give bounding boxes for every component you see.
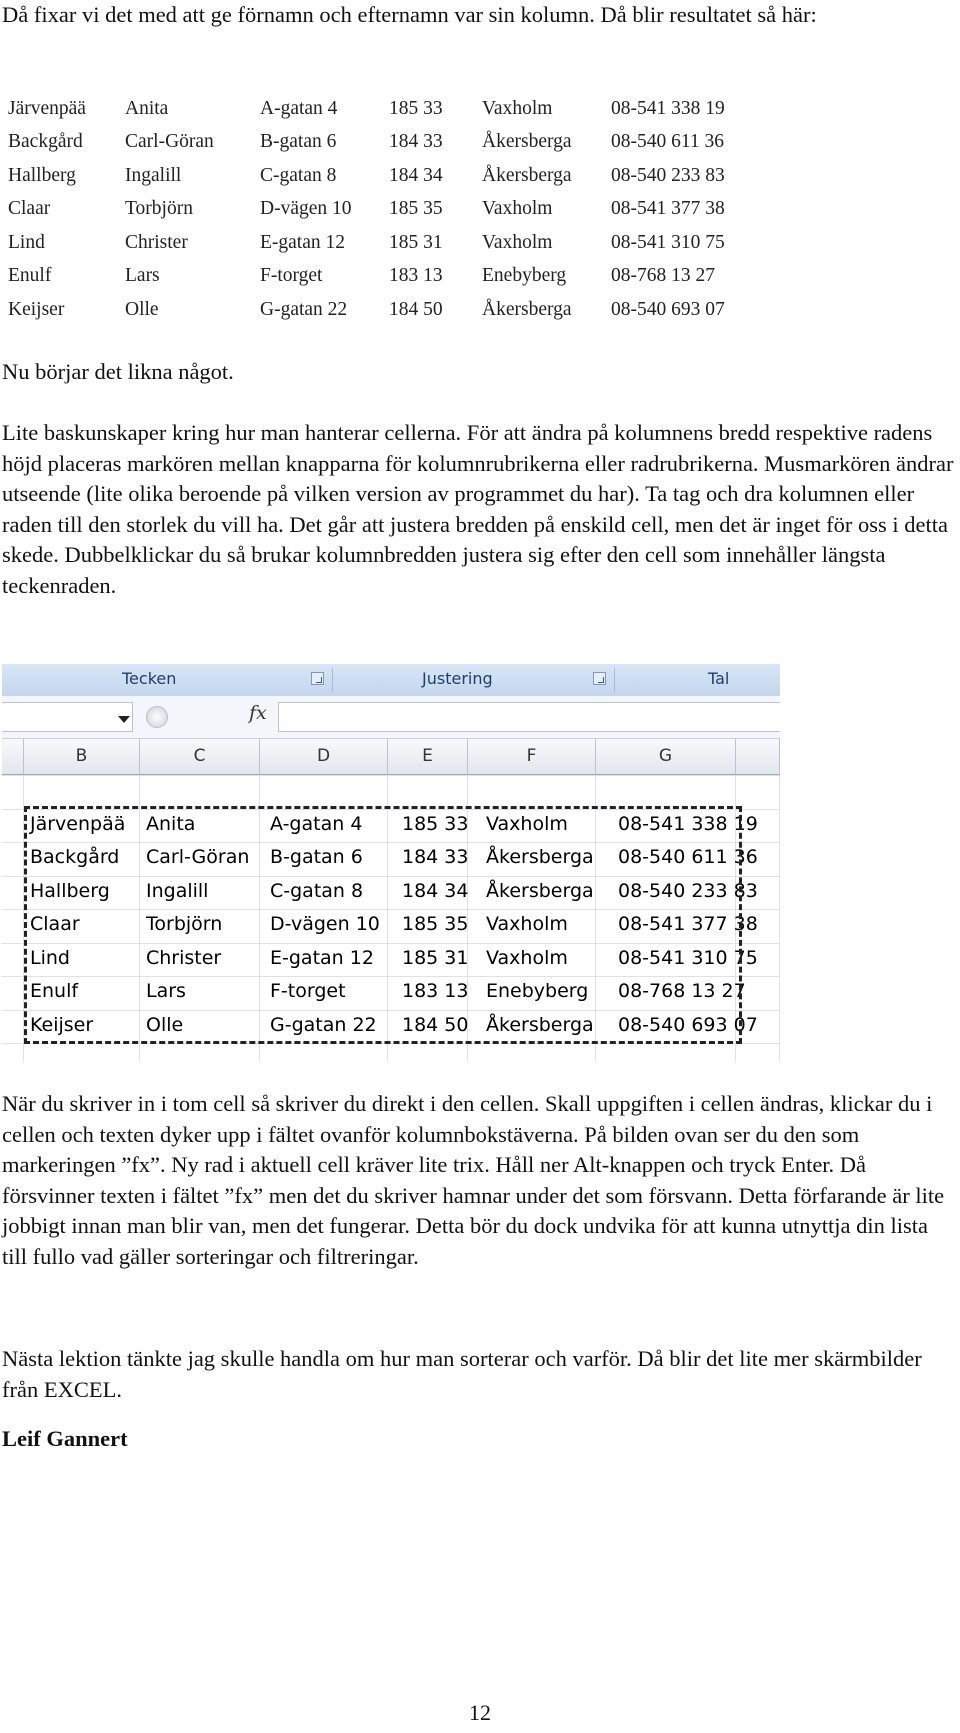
table-row	[8, 92, 751, 126]
table-cell: Vaxholm	[482, 231, 553, 253]
column-header-blank[interactable]	[736, 739, 780, 774]
cells-paragraph: Lite baskunskaper kring hur man hanterar cellerna. För att ändra på kolumnens bredd respektive radens höjd placeras markören mellan knapparna för kolumnrubrikerna eller radrubrikerna. Musmarkören ändrar utseende (lite olika beroende på vilken version av programmet du har). Ta tag och dra kolumnen eller raden till den storlek du vill ha. Det går att justera bredden på enskild cell, men det är inget för oss i detta skede. Dubbelklickar du så brukar kolumnbredden justera sig efter den cell som innehåller längsta teckenraden.	[2, 420, 954, 598]
excel-cell[interactable]: 08-541 310 75	[618, 946, 758, 969]
excel-cell[interactable]: Vaxholm	[486, 812, 568, 835]
name-box[interactable]	[2, 702, 133, 732]
table-cell: Åkersberga	[482, 164, 572, 186]
table-cell: 185 31	[389, 231, 443, 253]
intro-paragraph: Då fixar vi det med att ge förnamn och efternamn var sin kolumn. Då blir resultatet så här:	[2, 2, 817, 27]
excel-cell[interactable]: Anita	[146, 812, 196, 835]
excel-cell[interactable]: Åkersberga	[486, 1013, 594, 1036]
excel-cell[interactable]: Hallberg	[30, 879, 110, 902]
grid-line	[2, 775, 780, 776]
ribbon-separator	[614, 668, 615, 692]
excel-cell[interactable]: Olle	[146, 1013, 184, 1036]
table-cell: Åkersberga	[482, 131, 572, 153]
formula-bar	[2, 696, 780, 739]
table-cell: Lind	[8, 231, 45, 253]
excel-cell[interactable]: 185 33	[402, 812, 469, 835]
excel-cell[interactable]: 184 50	[402, 1013, 469, 1036]
table-cell: 184 33	[389, 131, 443, 153]
excel-cell[interactable]: Vaxholm	[486, 946, 568, 969]
chevron-down-icon[interactable]	[118, 716, 130, 723]
excel-cell[interactable]: A-gatan 4	[270, 812, 363, 835]
ribbon-separator	[332, 668, 333, 692]
excel-cell[interactable]: Åkersberga	[486, 879, 594, 902]
dialog-launcher-icon[interactable]	[311, 672, 324, 685]
column-header-e[interactable]: E	[388, 739, 468, 774]
excel-cell[interactable]: 185 31	[402, 946, 469, 969]
dialog-launcher-icon[interactable]	[593, 672, 606, 685]
address-table	[8, 92, 751, 327]
excel-cell[interactable]: E-gatan 12	[270, 946, 374, 969]
excel-cell[interactable]: 08-540 233 83	[618, 879, 758, 902]
excel-cell[interactable]: Vaxholm	[486, 913, 568, 936]
insert-function-icon[interactable]: fx	[249, 702, 267, 724]
table-cell: Åkersberga	[482, 298, 572, 320]
excel-cell[interactable]: Åkersberga	[486, 846, 594, 869]
table-row	[8, 226, 751, 260]
column-header-d[interactable]: D	[260, 739, 388, 774]
table-cell: Claar	[8, 198, 51, 220]
after-table-text: Nu börjar det likna något.	[2, 359, 234, 384]
excel-cell[interactable]: Enebyberg	[486, 980, 589, 1003]
column-header-b[interactable]: B	[24, 739, 140, 774]
grid-line	[779, 775, 780, 1062]
excel-cell[interactable]: F-torget	[270, 980, 346, 1003]
ribbon-group-tecken: Tecken	[122, 669, 177, 688]
table-cell: C-gatan 8	[260, 164, 337, 186]
table-cell: Christer	[125, 231, 188, 253]
table-cell: Anita	[125, 97, 169, 119]
excel-cell[interactable]: D-vägen 10	[270, 913, 380, 936]
table-cell: Järvenpää	[8, 97, 86, 119]
formula-input[interactable]	[278, 702, 780, 732]
table-cell: Vaxholm	[482, 97, 553, 119]
column-headers	[2, 739, 780, 775]
excel-cell[interactable]: 185 35	[402, 913, 469, 936]
excel-screenshot	[2, 664, 780, 1062]
excel-cell[interactable]: Christer	[146, 946, 222, 969]
table-cell: 185 33	[389, 97, 443, 119]
table-cell: Hallberg	[8, 164, 76, 186]
table-cell: Vaxholm	[482, 198, 553, 220]
table-row	[8, 293, 751, 327]
excel-cell[interactable]: Järvenpää	[30, 812, 126, 835]
resize-grip-icon[interactable]	[146, 706, 168, 728]
excel-cell[interactable]: Backgård	[30, 846, 120, 869]
excel-cell[interactable]: 08-541 377 38	[618, 913, 758, 936]
excel-cell[interactable]: Lind	[30, 946, 70, 969]
table-cell: 08-540 233 83	[611, 164, 725, 186]
table-row	[8, 126, 751, 160]
table-cell: Enulf	[8, 265, 52, 287]
excel-cell[interactable]: Lars	[146, 980, 186, 1003]
excel-cell[interactable]: 08-541 338 19	[618, 812, 758, 835]
table-cell: 08-541 338 19	[611, 97, 725, 119]
ribbon-group-tal: Tal	[708, 669, 730, 688]
table-row	[8, 260, 751, 294]
table-cell: Ingalill	[125, 164, 182, 186]
table-cell: 184 34	[389, 164, 443, 186]
table-cell: F-torget	[260, 265, 323, 287]
author-signature: Leif Gannert	[2, 1426, 128, 1451]
copy-marquee	[24, 806, 742, 1044]
column-header-f[interactable]: F	[468, 739, 596, 774]
excel-cell[interactable]: Keijser	[30, 1013, 94, 1036]
table-cell: Lars	[125, 265, 160, 287]
excel-cell[interactable]: Torbjörn	[146, 913, 223, 936]
excel-cell[interactable]: Carl-Göran	[146, 846, 250, 869]
table-cell: E-gatan 12	[260, 231, 346, 253]
table-cell: 08-541 310 75	[611, 231, 725, 253]
table-cell: D-vägen 10	[260, 198, 352, 220]
excel-cell[interactable]: Claar	[30, 913, 80, 936]
table-cell: 08-541 377 38	[611, 198, 725, 220]
typing-paragraph: När du skriver in i tom cell så skriver du direkt i den cellen. Skall uppgiften i cellen ändras, klickar du i cellen och texten dyker upp i fältet ovanför kolumnbokstäverna. På bilden ovan ser du den som markeringen ”fx”. Ny rad i aktuell cell kräver lite trix. Håll ner Alt-knappen och tryck Enter. Då försvinner texten i fältet ”fx” men det du skriver hamnar under det som försvann. Detta förfarande är lite jobbigt innan man blir van, men det fungerar. Detta bör du dock undvika för att kunna utnyttja din lista till fullo vad gäller sorteringar och filtreringar.	[2, 1091, 945, 1269]
next-lesson-paragraph: Nästa lektion tänkte jag skulle handla om hur man sorterar och varför. Då blir det lite mer skärmbilder från EXCEL.	[2, 1346, 922, 1402]
excel-cell[interactable]: 08-768 13 27	[618, 980, 746, 1003]
excel-cell[interactable]: 183 13	[402, 980, 469, 1003]
table-cell: 08-540 611 36	[611, 131, 725, 153]
table-cell: Enebyberg	[482, 265, 567, 287]
table-cell: 08-768 13 27	[611, 265, 715, 287]
excel-cell[interactable]: 08-540 693 07	[618, 1013, 758, 1036]
table-cell: Keijser	[8, 298, 65, 320]
excel-cell[interactable]: Ingalill	[146, 879, 209, 902]
table-cell: A-gatan 4	[260, 97, 338, 119]
ribbon-group-bar	[2, 664, 780, 697]
table-cell: Backgård	[8, 131, 83, 153]
table-cell: B-gatan 6	[260, 131, 337, 153]
table-cell: Torbjörn	[125, 198, 193, 220]
table-row	[8, 159, 751, 193]
table-cell: 184 50	[389, 298, 443, 320]
page-number: 12	[469, 1700, 491, 1725]
ribbon-group-justering: Justering	[422, 669, 493, 688]
excel-cell[interactable]: C-gatan 8	[270, 879, 364, 902]
column-header-g[interactable]: G	[596, 739, 736, 774]
excel-cell[interactable]: B-gatan 6	[270, 846, 363, 869]
column-header-blank[interactable]	[2, 739, 24, 774]
excel-cell[interactable]: 08-540 611 36	[618, 846, 758, 869]
excel-cell[interactable]: 184 33	[402, 846, 469, 869]
table-cell: 183 13	[389, 265, 443, 287]
excel-cell[interactable]: Enulf	[30, 980, 79, 1003]
table-cell: 185 35	[389, 198, 443, 220]
excel-cell[interactable]: G-gatan 22	[270, 1013, 377, 1036]
table-row	[8, 193, 751, 227]
table-cell: Carl-Göran	[125, 131, 214, 153]
excel-cell[interactable]: 184 34	[402, 879, 469, 902]
table-cell: G-gatan 22	[260, 298, 348, 320]
table-cell: Olle	[125, 298, 159, 320]
table-cell: 08-540 693 07	[611, 298, 725, 320]
column-header-c[interactable]: C	[140, 739, 260, 774]
